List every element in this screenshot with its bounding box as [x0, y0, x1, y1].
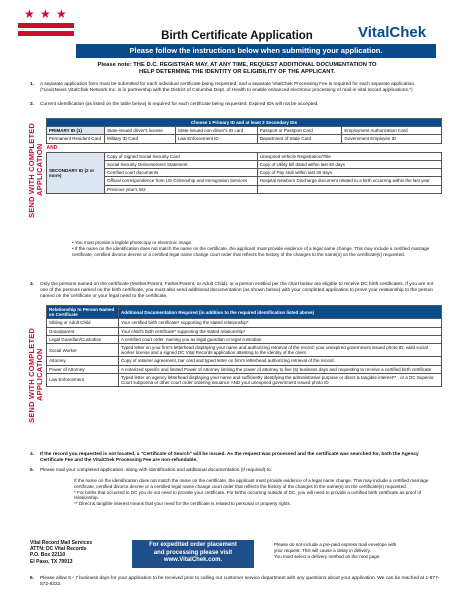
table-cell: Law Enforcement	[47, 373, 119, 386]
vitalchek-logo: VitalChek	[358, 24, 427, 41]
send-with-application-label: SEND WITH COMPLETED APPLICATION	[27, 327, 44, 423]
table-cell: Military ID Card	[105, 135, 176, 143]
table-cell: Official correspondence from US Citizenship and Immigration Services	[105, 177, 258, 185]
mailing-address	[30, 540, 130, 565]
table-cell: A notarized specific and limited Power of Attorney limiting the power of attorney to five (5) business days and requesting to receive a certified birth certificate	[119, 365, 442, 373]
instruction-banner: Please follow the instructions below when submitting your application.	[76, 44, 436, 58]
table-row	[47, 344, 442, 357]
promo-line: For expedited order placement	[149, 542, 237, 548]
item-number: 3.	[30, 282, 35, 287]
footnote: ** Direct & tangible interest means that your need for the certificate is related to personal or property rights.	[74, 501, 292, 507]
item-number: 6.	[30, 576, 35, 581]
table-cell: Copy of Pay stub within last 30 days	[257, 169, 441, 177]
address-line: ATTN: DC Vital Records	[30, 546, 87, 553]
table-cell: Copy of Utility bill dated within last 60 days	[257, 161, 441, 169]
table-row	[47, 357, 442, 365]
footnote: * For births that occurred in DC you do not need to provide your certificate. For births occurring outside of DC, you will need to provide a certified birth certificate as proof of relationship.	[74, 489, 422, 501]
table-cell: State-issued non-driver's ID card	[175, 127, 257, 135]
footnotes	[74, 478, 442, 507]
table-cell: Hospital Newborn Discharge document related to a birth occurring within the last year	[257, 177, 441, 185]
col-header-relationship: Relationship to Person Named on Certificate	[47, 306, 119, 319]
item-number: 4.	[30, 452, 35, 457]
relationship-table	[46, 305, 442, 387]
instruction-6: Please allow 5 - 7 business days for your application to be received prior to calling our customer service department with any questions about your application. We can be reached at 1-877-572-6332.	[40, 576, 440, 588]
table-cell: Power of Attorney	[47, 365, 119, 373]
item-number: 2.	[30, 102, 35, 107]
instruction-1: A separate application form must be submitted for each individual certificate being requested, and a separate VitalChek Processing Fee is required for each separate application. (*LexisNexis VitalChek Network Inc. is in partnership with the District of Columbia Dept. of Health to enable enhanced electronic processing of mail-in vital record applications.*)	[40, 82, 416, 94]
send-with-application-label: SEND WITH COMPLETED APPLICATION	[27, 122, 44, 218]
table-cell: A certified court order, naming you as legal guardian or legal custodian	[119, 335, 442, 343]
vitalchek-link[interactable]: www.VitalChek.com.	[163, 557, 223, 563]
note-line: You must select a delivery method on the next page.	[274, 553, 381, 559]
table-cell: Social Security Disbursement Statement	[105, 161, 258, 169]
primary-id-label: PRIMARY ID (1)	[47, 127, 105, 135]
table-cell: Sibling or Adult Child	[47, 319, 119, 327]
table-cell: Previous year's W2	[105, 185, 258, 193]
id-table	[46, 118, 442, 194]
item-number: 5.	[30, 468, 35, 473]
table-row	[47, 335, 442, 343]
id-table-header: Choose 1 Primary ID and at least 2 Secondary IDs	[47, 119, 442, 127]
table-cell: Government Employee ID	[342, 135, 442, 143]
note-line: Please do not include a pre-paid express mail envelope with	[274, 542, 397, 547]
table-cell: Unexpired Vehicle Registration/Title	[257, 152, 441, 160]
instruction-4: If the record you requested is not located, a "Certificate of Search" will be issued. As the request was processed and the certificate was searched for, both the Agency Certificate Fee and the VitalChek Processing Fee are non-refundable.	[40, 452, 419, 464]
item-number: 1.	[30, 82, 35, 87]
table-cell: Permanent Resident Card	[47, 135, 105, 143]
envelope-note	[274, 542, 444, 559]
list-item: • You must provide a legible photocopy or electronic image.	[72, 240, 193, 245]
registrar-note	[40, 62, 434, 76]
secondary-id-label: SECONDARY ID (2 or more)	[47, 152, 105, 193]
table-cell: Department of State Card	[257, 135, 342, 143]
address-line: El Paso, TX 79913	[30, 558, 73, 565]
page-title: Birth Certificate Application	[161, 30, 313, 42]
note-line: your request. This will cause a delay in delivery.	[274, 547, 371, 553]
table-cell: Grandparent	[47, 327, 119, 335]
list-item-text: You must provide a legible photocopy or electronic image.	[74, 240, 193, 245]
table-cell: Typed letter on agency letterhead displaying your name and sufficiently identifying the administrative purpose or direct & tangible interest** , or a DC Superior Court subpoena or other court order ordering issuance AND your unexpired government issued photo ID	[119, 373, 442, 386]
instruction-3: Only the persons named on the certificate (Mother/Parent, Father/Parent, or Adult Child), or a person entitled per the chart below are eligible to receive DC birth certificates. If you are not one of the persons named on the birth certificate, you must also send additional documentation (as shown below) with your completed application to prove your relationship to the person named on the certificate or your legal need to the certificate.	[40, 282, 434, 300]
instruction-2: Current identification (as listed on the table below) is required for each certificate being requested. Expired IDs will not be accepted.	[40, 102, 319, 107]
table-cell: Legal Guardian/Custodian	[47, 335, 119, 343]
table-cell: Passport or Passport Card	[257, 127, 342, 135]
table-cell: Attorney	[47, 357, 119, 365]
table-cell: Your certified birth certificate* supporting the stated relationship*	[119, 319, 442, 327]
table-cell: Your child's birth certificate* supporting the stated relationship*	[119, 327, 442, 335]
table-cell: State-issued driver's license	[105, 127, 176, 135]
table-cell: Copy of Signed Social Security Card	[105, 152, 258, 160]
instruction-5: Please mail your completed application, along with identification and additional documentation (if required) to:	[40, 468, 272, 473]
table-cell	[257, 185, 441, 193]
table-cell: Copy of retainer agreement, bar card and typed letter on firm's letterhead authorizing retrieval of the record.	[119, 357, 442, 365]
star-icon: ★	[40, 7, 51, 21]
table-row	[47, 365, 442, 373]
table-cell: Law Enforcement ID	[175, 135, 257, 143]
star-icon: ★	[24, 7, 35, 21]
table-cell: Certified court documents	[105, 169, 258, 177]
note-line-2: HELP DETERMINE THE IDENTITY OR ELIGIBILITY OF THE APPLICANT.	[139, 69, 335, 75]
col-header-documentation: Additional Documentation Required (in addition to the required identification listed above)	[119, 306, 442, 319]
id-notes	[72, 240, 442, 257]
table-row	[47, 373, 442, 386]
address-line: Vital Record Mail Services	[30, 540, 93, 546]
and-label: AND	[46, 144, 58, 151]
list-item: • If the name on the identification does not match the name on the certificate, the applicant must provide evidence of a legal name change. This may include a certified marriage certificate, certified divorce decree or a certified legal name change court order that reflects the history of the changes to the name(s) on the certificate(s) requested.	[72, 245, 430, 257]
footnote: If the name on the identification does not match the name on the certificate, the applicant must provide evidence of a legal name change. This may include a certified marriage certificate, certified divorce decree or a certified legal name change court order that reflects the history of the changes to the name(s) on the certificate(s) requested.	[74, 478, 429, 489]
flag-bar	[18, 23, 74, 28]
table-cell: Employment Authorization Card	[342, 127, 442, 135]
table-row	[47, 327, 442, 335]
table-cell: Typed letter on your firm's letterhead displaying your name and authorizing retrieval of the record; your unexpired government issued photo ID; valid social worker license and a signed DC Vital Records application attesting to the identity of the client.	[119, 344, 442, 357]
list-item-text: If the name on the identification does not match the name on the certificate, the applicant must provide evidence of a legal name change. This may include a certified marriage certificate, certified divorce decree or a certified legal name change court order that reflects the history of the changes to the name(s) on the certificate(s) requested.	[72, 245, 430, 257]
table-cell: Social Worker	[47, 344, 119, 357]
table-row	[47, 319, 442, 327]
expedited-order-box[interactable]	[132, 540, 254, 568]
star-icon: ★	[56, 7, 67, 21]
address-line: P.O. Box 22110	[30, 552, 66, 559]
promo-line: and processing please visit	[153, 549, 233, 556]
note-line-1: Please note: THE D.C. REGISTRAR MAY, AT ANY TIME, REQUEST ADDITIONAL DOCUMENTATION TO	[97, 62, 377, 68]
